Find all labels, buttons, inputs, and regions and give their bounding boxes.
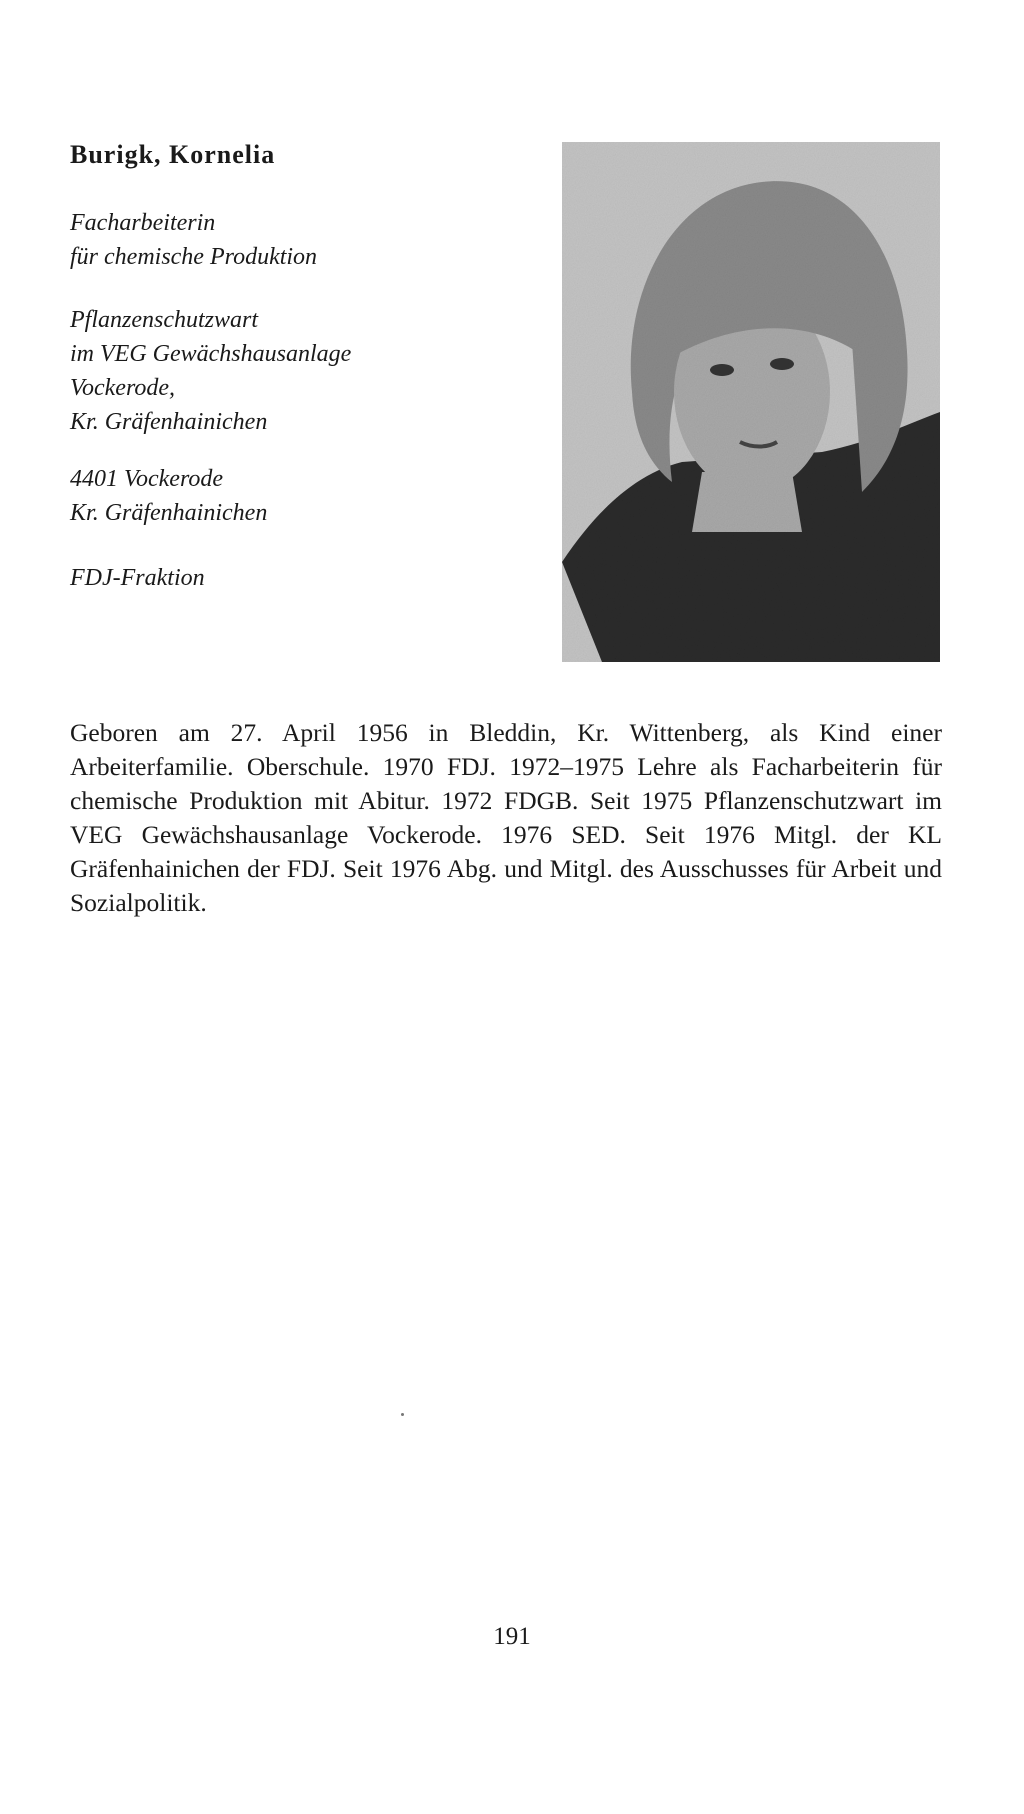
address-line: 4401 Vockerode xyxy=(70,466,224,492)
entry-name: Burigk, Kornelia xyxy=(70,140,276,169)
occupation-line: für chemische Produktion xyxy=(70,244,318,270)
address-line: Kr. Gräfenhainichen xyxy=(70,500,268,526)
portrait-photo xyxy=(562,142,940,662)
position-line: Kr. Gräfenhainichen xyxy=(70,409,268,435)
position-line: im VEG Gewächshausanlage xyxy=(70,341,352,367)
portrait-photo-icon xyxy=(562,142,940,662)
print-speck xyxy=(401,1413,404,1416)
position xyxy=(70,303,530,439)
occupation xyxy=(70,206,530,274)
page-number: 191 xyxy=(493,1623,531,1650)
faction: FDJ-Fraktion xyxy=(70,565,205,591)
address xyxy=(70,462,530,530)
biography: Geboren am 27. April 1956 in Bleddin, Kr. Wittenberg, als Kind einer Arbeiterfamilie. Oberschule. 1970 FDJ. 1972–1975 Lehre als Facharbeiterin für chemische Produktion mit Abitur. 1972 FDGB. Seit 1975 Pflanzenschutzwart im VEG Gewächshausanlage Vockerode. 1976 SED. Seit 1976 Mitgl. der KL Gräfenhainichen der FDJ. Seit 1976 Abg. und Mitgl. des Ausschusses für Arbeit und Sozialpolitik. xyxy=(70,718,942,917)
occupation-line: Facharbeiterin xyxy=(70,210,216,236)
position-line: Vockerode, xyxy=(70,375,176,401)
position-line: Pflanzenschutzwart xyxy=(70,307,259,333)
